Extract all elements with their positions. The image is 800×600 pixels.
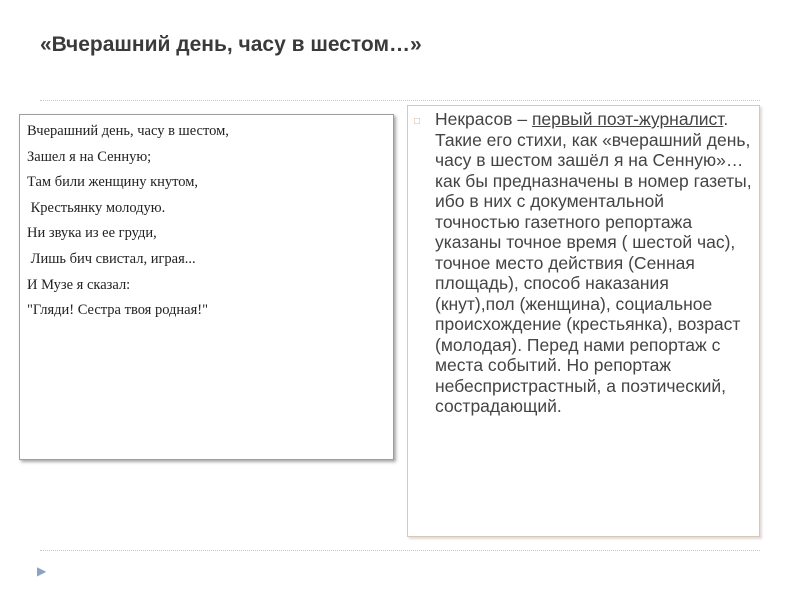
commentary-lead: Некрасов – [435, 109, 532, 129]
commentary-box [407, 105, 760, 537]
poem-text [27, 119, 229, 324]
poem-line: "Гляди! Сестра твоя родная!" [27, 302, 209, 319]
poem-line: Вчерашний день, часу в шестом, [27, 123, 229, 139]
poem-line: Там били женщину кнутом, [27, 174, 199, 191]
hollow-square-bullet-icon: □ [414, 116, 421, 127]
slide-title: «Вчерашний день, часу в шестом…» [40, 33, 422, 56]
commentary-underlined-term: первый поэт-журналист [531, 109, 724, 129]
top-divider [40, 100, 760, 101]
slide-nav-arrow-icon[interactable]: ▶ [37, 564, 47, 578]
poem-line: Лишь бич свистал, играя... [27, 250, 196, 267]
commentary-body: . Такие его стихи, как «вчерашний день, часу в шестом зашёл я на Сенную»…как бы предназначены в номер газеты, ибо в них с документальной точностью газетного репортажа указаны точное время ( шестой час), точное место действия (Сенная площадь), способ наказания (кнут),пол (женщина), социальное происхождение (крестьянка), возраст (молодая). Перед нами репортаж с места событий. Но репортаж небеспристрастный, а поэтический, сострадающий. [435, 109, 752, 416]
poem-line: Ни звука из ее груди, [27, 225, 157, 242]
poem-line: И Музе я сказал: [27, 276, 131, 293]
poem-line: Крестьянку молодую. [27, 199, 166, 216]
poem-box [19, 114, 394, 460]
poem-line: Зашел я на Сенную; [27, 148, 152, 165]
commentary-paragraph [435, 109, 753, 417]
bottom-divider [40, 550, 760, 551]
